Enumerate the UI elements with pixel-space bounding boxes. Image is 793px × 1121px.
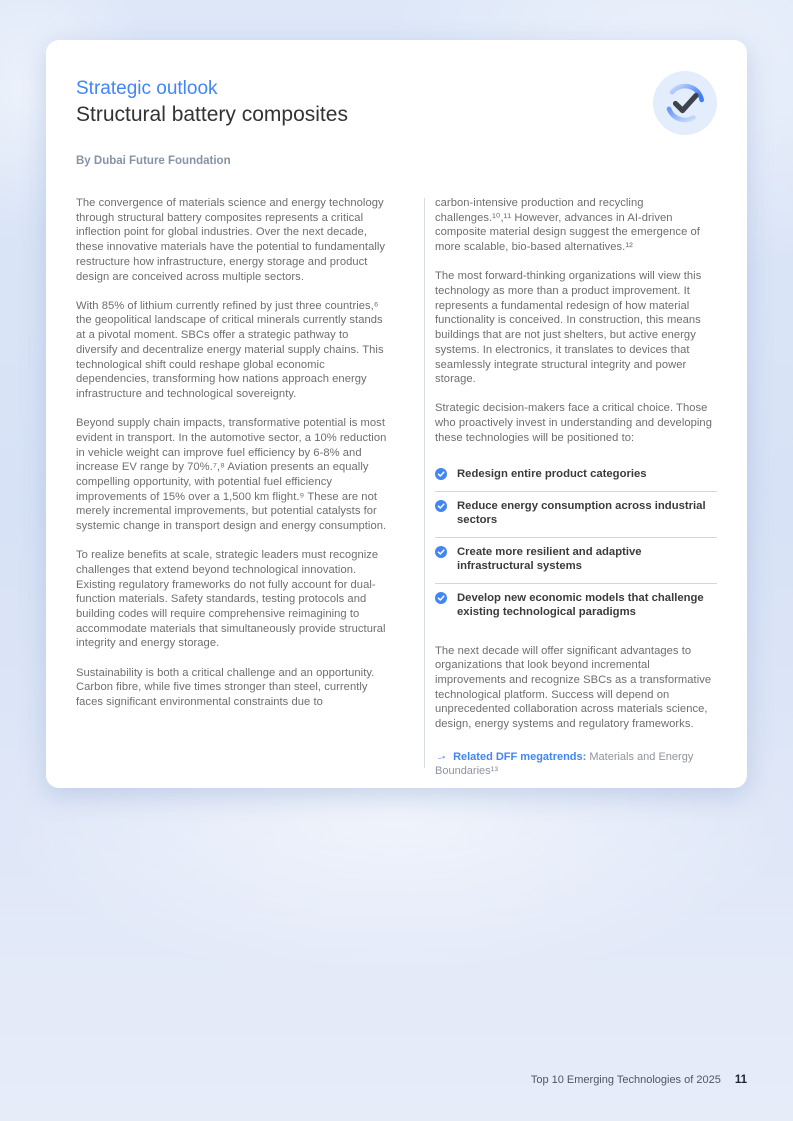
check-circle-icon: [435, 546, 447, 558]
paragraph: The next decade will offer significant advantages to organizations that look beyond incremental improvements and recognize SBCs as a transformative technological platform. Success will depend on unprecedented collaboration across materials science, design, energy systems and regulatory frameworks.: [435, 644, 712, 731]
related-megatrends: [435, 749, 717, 778]
right-column: [435, 196, 717, 778]
paragraph: The convergence of materials science and energy technology through structural battery composites represents a critical inflection point for global industries. Over the next decade, these innovative materials have the potential to fundamentally restructure how infrastructure, energy storage and product design are conceived across multiple sectors.: [76, 197, 386, 283]
paragraph: carbon-intensive production and recycling challenges.¹⁰,¹¹ However, advances in AI-driven composite material design suggest the emergence of more scalable, bio-based alternatives.¹²: [435, 197, 700, 254]
article-card: [46, 40, 747, 788]
paragraph: With 85% of lithium currently refined by just three countries,⁶ the geopolitical landscape of critical minerals currently stands at a pivotal moment. SBCs offer a strategic pathway to diversify and decentralize energy material supply chains. This technological shift could reshape global economic dependencies, transforming how nations approach energy infrastructure and technological sovereignty.: [76, 299, 384, 400]
paragraph: Strategic decision-makers face a critical choice. Those who proactively invest in understanding and developing these technologies will be positioned to:: [435, 402, 712, 444]
list-item-label: Create more resilient and adaptive infrastructural systems: [457, 545, 642, 573]
check-circle-icon: [435, 468, 447, 480]
paragraph: Beyond supply chain impacts, transformative potential is most evident in transport. In the automotive sector, a 10% reduction in vehicle weight can improve fuel efficiency by 6-8% and increase EV range by 70%.⁷,⁸ Aviation presents an equally compelling opportunity, with potential fuel efficiency improvements of 15% over a 1,500 km flight.⁹ These are not merely incremental improvements, but potential catalysts for systemic change in transport design and energy consumption.: [76, 417, 387, 533]
page-title: Structural battery composites: [76, 103, 348, 126]
list-item: [435, 583, 717, 629]
benefit-list: [435, 460, 717, 629]
list-item: [435, 460, 717, 491]
megatrends-value: Materials and Energy Boundaries¹³: [435, 750, 694, 777]
list-item-label: Reduce energy consumption across industrial sectors: [457, 499, 706, 527]
megatrends-link[interactable]: Related DFF megatrends:: [453, 750, 587, 763]
list-item-label: Develop new economic models that challenge existing technological paradigms: [457, 591, 704, 619]
page-footer: [46, 1074, 747, 1086]
byline: By Dubai Future Foundation: [76, 155, 231, 167]
footer-text: Top 10 Emerging Technologies of 2025: [530, 1074, 721, 1086]
paragraph: Sustainability is both a critical challenge and an opportunity. Carbon fibre, while five times stronger than steel, currently faces significant environmental constraints due to: [76, 666, 375, 709]
two-column-body: [76, 196, 717, 778]
arrow-right-icon: →: [433, 747, 449, 765]
check-circle-icon: [435, 500, 447, 512]
check-circle-icon: [435, 592, 447, 604]
page-number: 11: [734, 1074, 747, 1086]
progress-check-icon: [653, 71, 717, 135]
list-item-label: Redesign entire product categories: [457, 468, 647, 481]
paragraph: The most forward-thinking organizations will view this technology as more than a product improvement. It represents a fundamental redesign of how material functionality is conceived. In construction, this means buildings that are not just shelters, but active energy systems. In electronics, it translates to devices that seamlessly integrate structural integrity and power storage.: [435, 270, 702, 386]
column-divider: [424, 198, 425, 768]
list-item: [435, 491, 717, 537]
section-kicker: Strategic outlook: [76, 78, 218, 99]
left-column: [76, 196, 388, 778]
paragraph: To realize benefits at scale, strategic leaders must recognize challenges that extend beyond technological innovation. Existing regulatory frameworks do not fully account for dual-function materials. Safety standards, testing protocols and building codes will require comprehensive reimagining to accommodate materials that simultaneously provide structural integrity and energy storage.: [76, 549, 386, 650]
list-item: [435, 537, 717, 583]
